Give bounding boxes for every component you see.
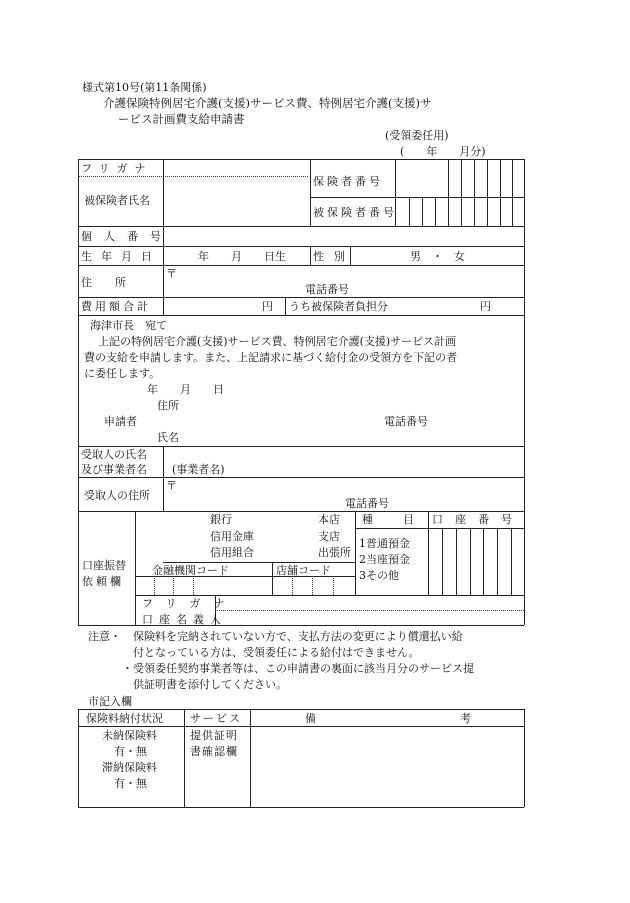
burden-yen: 円: [480, 300, 491, 313]
account-number-label: 口座番号: [432, 513, 524, 526]
proxy-note: (受領委任用): [385, 129, 449, 142]
note-2b: 供証明書を添付してください。: [133, 678, 287, 691]
cost-yen: 円: [262, 300, 273, 313]
unpaid-premium-label: 未納保険料: [102, 729, 157, 742]
deposit-type-0[interactable]: 1普通預金: [359, 537, 410, 550]
bank-type-0: 銀行: [210, 513, 232, 526]
bank-type-1: 信用金庫: [210, 530, 254, 543]
deposit-type-1[interactable]: 2当座預金: [359, 553, 410, 566]
sex-label: 性別: [313, 250, 355, 263]
cost-total-label: 費用額合計: [81, 300, 151, 313]
note-1a: 保険料を完納されていない方で、支払方法の変更により償還払い給: [133, 630, 463, 643]
postal-mark: 〒: [166, 267, 177, 280]
sex-value[interactable]: 男 ・ 女: [410, 250, 465, 263]
recipient-phone-label: 電話番号: [345, 497, 389, 510]
office-section-label: 市記入欄: [88, 695, 132, 708]
service-cert-label-1: 提供証明: [190, 729, 238, 742]
recipient-address-label: 受取人の住所: [84, 489, 150, 502]
recipient-name-label-1: 受取人の氏名: [81, 448, 147, 461]
service-cert-label-2: 書確認欄: [190, 745, 238, 758]
furigana-label: フリガナ: [81, 162, 153, 175]
dob-label: 生年月日: [81, 250, 161, 263]
business-name-label: (事業者名): [172, 463, 225, 476]
dob-value[interactable]: 年 月 日生: [198, 250, 286, 263]
form-title-line2: ービス計画費支給申請書: [118, 112, 245, 126]
application-body-3: に委任します。: [84, 367, 161, 380]
applicant-address-label: 住所: [157, 399, 179, 412]
bank-code-label: 金融機関コード: [152, 564, 229, 577]
year-month-field[interactable]: ( 年 月分): [400, 145, 486, 158]
recipient-postal-mark: 〒: [166, 479, 177, 492]
overdue-yesno[interactable]: 有・無: [114, 777, 147, 790]
payment-status-header: 保険料納付状況: [86, 712, 163, 725]
bank-type-2: 信用組合: [210, 546, 254, 559]
branch-type-1: 支店: [318, 530, 340, 543]
remarks-header-b: 考: [460, 712, 471, 725]
burden-label: うち被保険者負担分: [289, 300, 388, 313]
branch-type-0: 本店: [318, 513, 340, 526]
applicant-phone-label: 電話番号: [384, 415, 428, 428]
insured-number-label: 被保険者番号: [313, 206, 397, 219]
form-title-line1: 介護保険特例居宅介護(支援)サービス費、特例居宅介護(支援)サ: [103, 96, 432, 110]
personal-number-label: 個人番号: [81, 230, 173, 243]
holder-furigana-label: フリガナ: [142, 597, 238, 610]
note-label: 注意・: [88, 630, 121, 643]
address-label: 住 所: [81, 276, 132, 289]
applicant-name-label: 氏名: [157, 431, 179, 444]
service-header: サービス: [190, 712, 242, 725]
branch-code-label: 店舗コード: [276, 564, 331, 577]
note-2a: ・受領委任契約事業者等は、この申請書の裏面に該当月分のサービス提: [122, 662, 474, 675]
note-1b: 付となっている方は、受領委任による給付はできません。: [133, 646, 420, 659]
bank-section-label-2: 依頼欄: [82, 575, 124, 588]
application-body-1: 上記の特例居宅介護(支援)サービス費、特例居宅介護(支援)サービス計画: [98, 335, 457, 348]
branch-type-2: 出張所: [318, 546, 351, 559]
applicant-label: 申請者: [104, 415, 137, 428]
insurer-number-label: 保険者番号: [313, 175, 383, 188]
account-type-label: 種目: [362, 513, 444, 526]
application-date[interactable]: 年 月 日: [147, 383, 224, 396]
phone-label: 電話番号: [305, 283, 349, 296]
form-number: 様式第10号(第11条関係): [82, 81, 207, 94]
bank-section-label-1: 口座振替: [82, 559, 126, 572]
unpaid-yesno[interactable]: 有・無: [114, 745, 147, 758]
addressee: 海津市長 宛て: [90, 319, 167, 332]
deposit-type-2[interactable]: 3その他: [359, 569, 399, 582]
overdue-premium-label: 滞納保険料: [102, 761, 157, 774]
application-body-2: 費の支給を申請します。また、上記請求に基づく給付金の受領方を下記の者: [84, 351, 458, 364]
insured-name-label: 被保険者氏名: [84, 194, 150, 207]
account-holder-label: 口座名義人: [142, 613, 227, 626]
recipient-name-label-2: 及び事業者名: [81, 463, 147, 476]
remarks-header-a: 備: [305, 712, 316, 725]
